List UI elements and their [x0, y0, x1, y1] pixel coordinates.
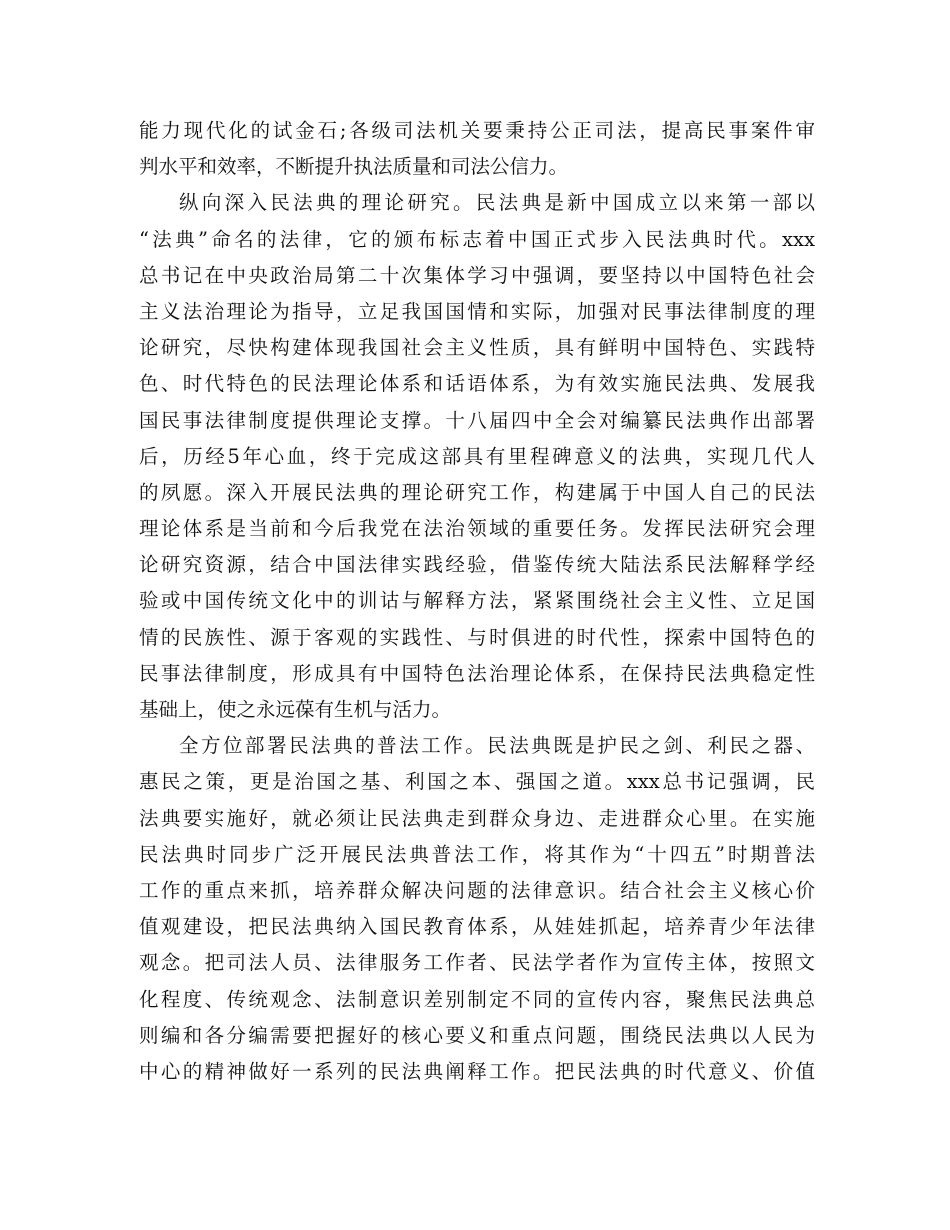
text-line-4: “法典”命名的法律，它的颁布标志着中国正式步入民法典时代。xxx — [139, 227, 815, 251]
text-line-24: 观念。把司法人员、法律服务工作者、民法学者作为宣传主体，按照文 — [139, 951, 815, 975]
text-line-11: 的夙愿。深入开展民法典的理论研究工作，构建属于中国人自己的民法 — [139, 480, 815, 504]
body-text — [139, 113, 815, 1090]
text-line-25: 化程度、传统观念、法制意识差别制定不同的宣传内容，聚焦民法典总 — [139, 987, 815, 1011]
text-line-7: 论研究，尽快构建体现我国社会主义性质，具有鲜明中国特色、实践特 — [139, 336, 815, 360]
paragraph-start-line-18: 全方位部署民法典的普法工作。民法典既是护民之剑、利民之器、 — [179, 734, 815, 758]
paragraph-start-line-3: 纵向深入民法典的理论研究。民法典是新中国成立以来第一部以 — [179, 191, 815, 215]
text-line-16: 民事法律制度，形成具有中国特色法治理论体系，在保持民法典稳定性 — [139, 661, 815, 685]
text-line-14: 验或中国传统文化中的训诂与解释方法，紧紧围绕社会主义性、立足国 — [139, 589, 815, 613]
text-line-21: 民法典时同步广泛开展民法典普法工作，将其作为“十四五”时期普法 — [139, 842, 815, 866]
text-line-5: 总书记在中央政治局第二十次集体学习中强调，要坚持以中国特色社会 — [139, 263, 815, 287]
text-line-15: 情的民族性、源于客观的实践性、与时俱进的时代性，探索中国特色的 — [139, 625, 815, 649]
text-line-9: 国民事法律制度提供理论支撑。十八届四中全会对编纂民法典作出部署 — [139, 408, 815, 432]
text-line-13: 论研究资源，结合中国法律实践经验，借鉴传统大陆法系民法解释学经 — [139, 553, 815, 577]
text-line-26: 则编和各分编需要把握好的核心要义和重点问题，围绕民法典以人民为 — [139, 1023, 815, 1047]
text-line-22: 工作的重点来抓，培养群众解决问题的法律意识。结合社会主义核心价 — [139, 878, 815, 902]
text-line-12: 理论体系是当前和今后我党在法治领域的重要任务。发挥民法研究会理 — [139, 517, 815, 541]
text-line-27: 中心的精神做好一系列的民法典阐释工作。把民法典的时代意义、价值 — [139, 1059, 815, 1083]
text-line-8: 色、时代特色的民法理论体系和话语体系，为有效实施民法典、发展我 — [139, 372, 815, 396]
text-line-2: 判水平和效率，不断提升执法质量和司法公信力。 — [139, 155, 569, 179]
text-line-6: 主义法治理论为指导，立足我国国情和实际，加强对民事法律制度的理 — [139, 299, 815, 323]
text-line-19: 惠民之策，更是治国之基、利国之本、强国之道。xxx总书记强调，民 — [139, 770, 815, 794]
text-line-23: 值观建设，把民法典纳入国民教育体系，从娃娃抓起，培养青少年法律 — [139, 915, 815, 939]
text-line-1: 能力现代化的试金石;各级司法机关要秉持公正司法，提高民事案件审 — [139, 119, 815, 142]
text-line-10: 后，历经5年心血，终于完成这部具有里程碑意义的法典，实现几代人 — [139, 444, 815, 468]
text-line-17: 基础上，使之永远葆有生机与活力。 — [139, 698, 452, 721]
text-line-20: 法典要实施好，就必须让民法典走到群众身边、走进群众心里。在实施 — [139, 806, 815, 830]
